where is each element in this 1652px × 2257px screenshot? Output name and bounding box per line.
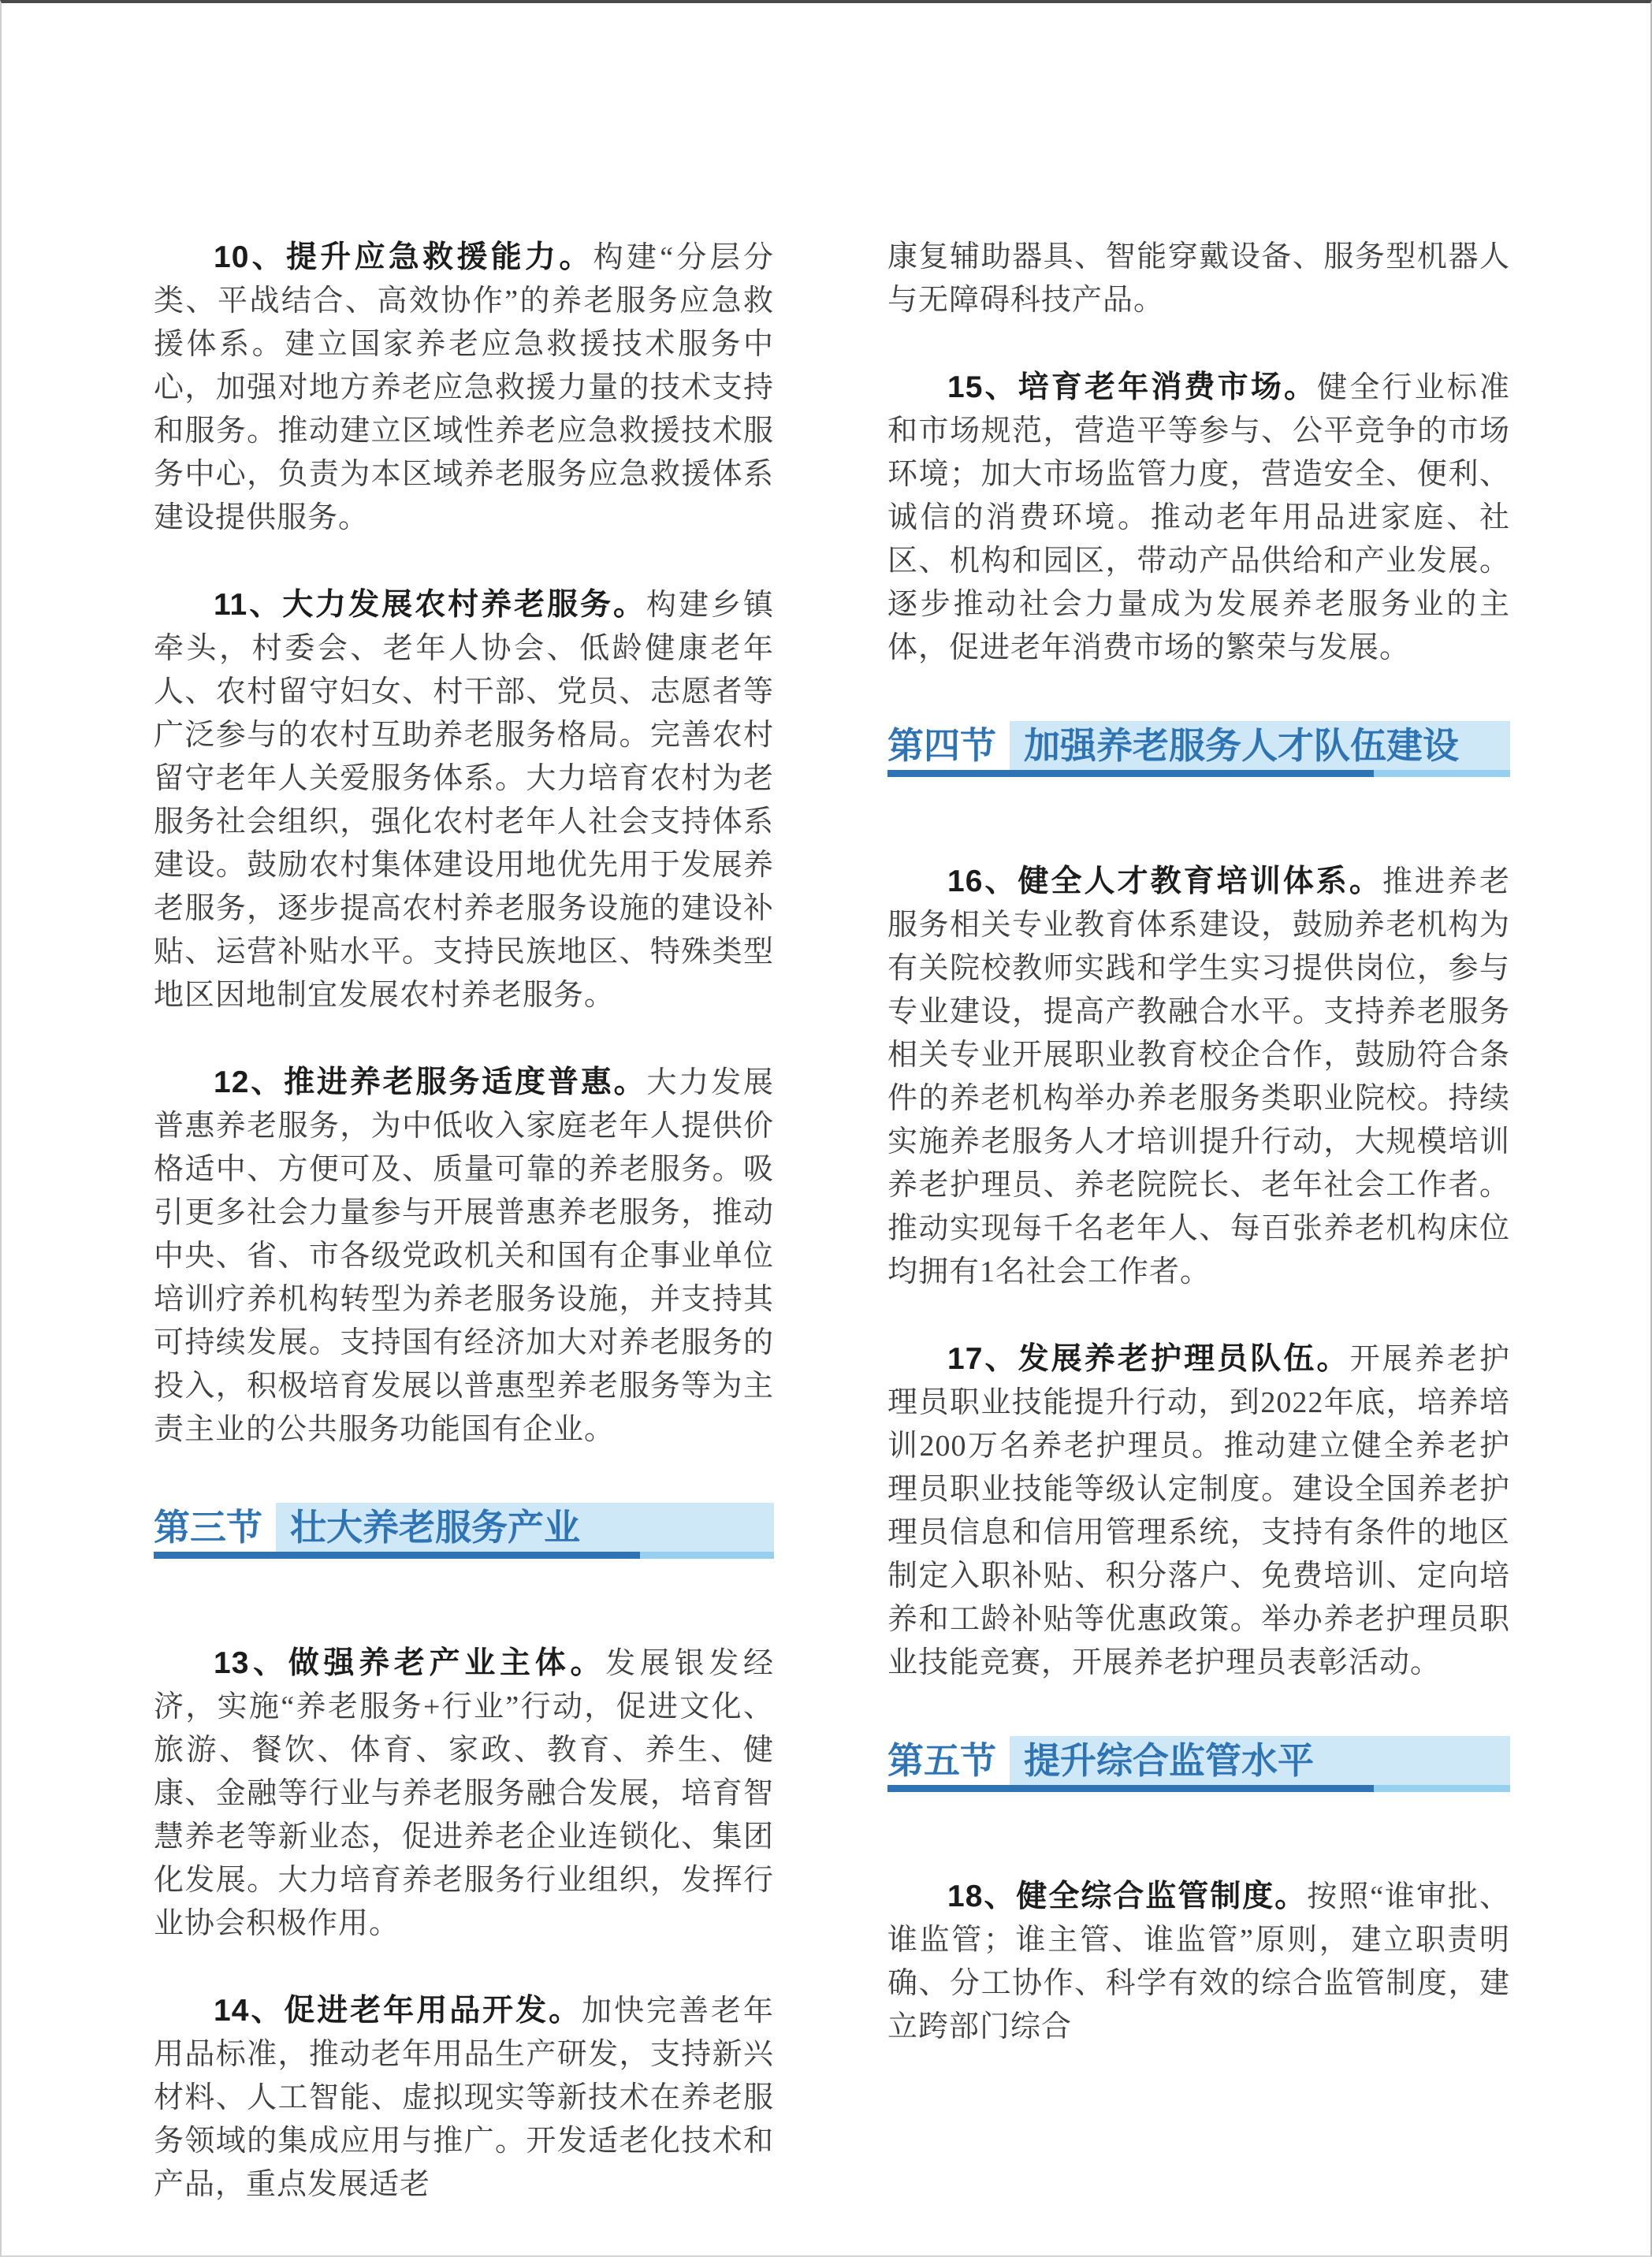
underline-light-segment: [1374, 1785, 1510, 1792]
underline-light-segment: [640, 1552, 774, 1559]
underline-dark-segment: [887, 1785, 1374, 1792]
paragraph: [887, 366, 1510, 670]
section-underline: [154, 1552, 774, 1559]
paragraph-lead: 10、提升应急救援能力。: [214, 240, 593, 274]
paragraph-lead: 18、健全综合监管制度。: [947, 1880, 1308, 1913]
paragraph-body: 开展养老护理员职业技能提升行动，到2022年底，培养培训200万名养老护理员。推动建立健全养老护理员职业技能等级认定制度。建设全国养老护理员信息和信用管理系统，支持有条件的地区制定入职补贴、积分落户、免费培训、定向培养和工龄补贴等优惠政策。举办养老护理员职业技能竞赛，开展养老护理员表彰活动。: [887, 1343, 1510, 1679]
paragraph-body: 健全行业标准和市场规范，营造平等参与、公平竞争的市场环境；加大市场监管力度，营造安全、便利、诚信的消费环境。推动老年用品进家庭、社区、机构和园区，带动产品供给和产业发展。逐步推动社会力量成为发展养老服务业的主体，促进老年消费市场的繁荣与发展。: [887, 371, 1510, 664]
paragraph-body: 康复辅助器具、智能穿戴设备、服务型机器人与无障碍科技产品。: [887, 240, 1510, 317]
paragraph-lead: 17、发展养老护理员队伍。: [947, 1342, 1350, 1376]
paragraph-body: 大力发展普惠养老服务，为中低收入家庭老年人提供价格适中、方便可及、质量可靠的养老服务。吸引更多社会力量参与开展普惠养老服务，推动中央、省、市各级党政机关和国有企事业单位培训疗养机构转型为养老服务设施，并支持其可持续发展。支持国有经济加大对养老服务的投入，积极培育发展以普惠型养老服务等为主责主业的公共服务功能国有企业。: [154, 1066, 774, 1446]
section-label: 第四节: [887, 721, 1010, 770]
section-header: [887, 1736, 1510, 1792]
paragraph: [154, 1989, 774, 2207]
paragraph-lead: 12、推进养老服务适度普惠。: [214, 1065, 647, 1099]
paragraph: [887, 1337, 1510, 1685]
paragraph: [154, 583, 774, 1017]
paragraph-body: 构建乡镇牵头，村委会、老年人协会、低龄健康老年人、农村留守妇女、村干部、党员、志愿者等广泛参与的农村互助养老服务格局。完善农村留守老年人关爱服务体系。大力培育农村为老服务社会组织，强化农村老年人社会支持体系建设。鼓励农村集体建设用地优先用于发展养老服务，逐步提高农村养老服务设施的建设补贴、运营补贴水平。支持民族地区、特殊类型地区因地制宜发展农村养老服务。: [154, 589, 774, 1012]
paragraph: [154, 1642, 774, 1946]
section-label: 第三节: [154, 1503, 276, 1552]
paragraph-lead: 13、做强养老产业主体。: [214, 1646, 606, 1680]
right-column: [887, 236, 1510, 2092]
paragraph-body: 推进养老服务相关专业教育体系建设，鼓励养老机构为有关院校教师实践和学生实习提供岗位，参与专业建设，提高产教融合水平。支持养老服务相关专业开展职业教育校企合作，鼓励符合条件的养老机构举办养老服务类职业院校。持续实施养老服务人才培训提升行动，大规模培训养老护理员、养老院院长、老年社会工作者。推动实现每千名老年人、每百张养老机构床位均拥有1名社会工作者。: [887, 865, 1510, 1288]
underline-dark-segment: [887, 770, 1374, 777]
section-underline: [887, 1785, 1510, 1792]
paragraph-lead: 11、大力发展农村养老服务。: [214, 588, 647, 622]
section-title: 提升综合监管水平: [1010, 1736, 1510, 1785]
paragraph-body: 按照“谁审批、谁监管；谁主管、谁监管”原则，建立职责明确、分工协作、科学有效的综合监管制度，建立跨部门综合: [887, 1880, 1510, 2043]
left-column: [154, 236, 774, 2250]
section-title: 加强养老服务人才队伍建设: [1010, 721, 1510, 770]
paragraph: [887, 1875, 1510, 2049]
paragraph-body: 发展银发经济，实施“养老服务+行业”行动，促进文化、旅游、餐饮、体育、家政、教育、养生、健康、金融等行业与养老服务融合发展，培育智慧养老等新业态，促进养老企业连锁化、集团化发展。大力培育养老服务行业组织，发挥行业协会积极作用。: [154, 1647, 774, 1940]
paragraph: [154, 236, 774, 540]
section-underline: [887, 770, 1510, 777]
section-title: 壮大养老服务产业: [276, 1503, 774, 1552]
paragraph-lead: 16、健全人才教育培训体系。: [947, 865, 1382, 898]
section-header: [154, 1503, 774, 1559]
paragraph-body: 加快完善老年用品标准，推动老年用品生产研发，支持新兴材料、人工智能、虚拟现实等新技术在养老服务领域的集成应用与推广。开发适老化技术和产品，重点发展适老: [154, 1995, 774, 2201]
underline-dark-segment: [154, 1552, 640, 1559]
section-header: [887, 721, 1510, 777]
section-header-row: [887, 721, 1510, 770]
section-label: 第五节: [887, 1736, 1010, 1785]
paragraph: [887, 236, 1510, 322]
underline-light-segment: [1374, 770, 1510, 777]
section-header-row: [154, 1503, 774, 1552]
paragraph: [887, 860, 1510, 1294]
paragraph-lead: 15、培育老年消费市场。: [947, 370, 1318, 404]
paragraph-body: 构建“分层分类、平战结合、高效协作”的养老服务应急救援体系。建立国家养老应急救援技术服务中心，加强对地方养老应急救援力量的技术支持和服务。推动建立区域性养老应急救援技术服务中心，负责为本区域养老服务应急救援体系建设提供服务。: [154, 241, 774, 534]
paragraph-lead: 14、促进老年用品开发。: [214, 1994, 582, 2028]
paragraph: [154, 1061, 774, 1452]
section-header-row: [887, 1736, 1510, 1785]
